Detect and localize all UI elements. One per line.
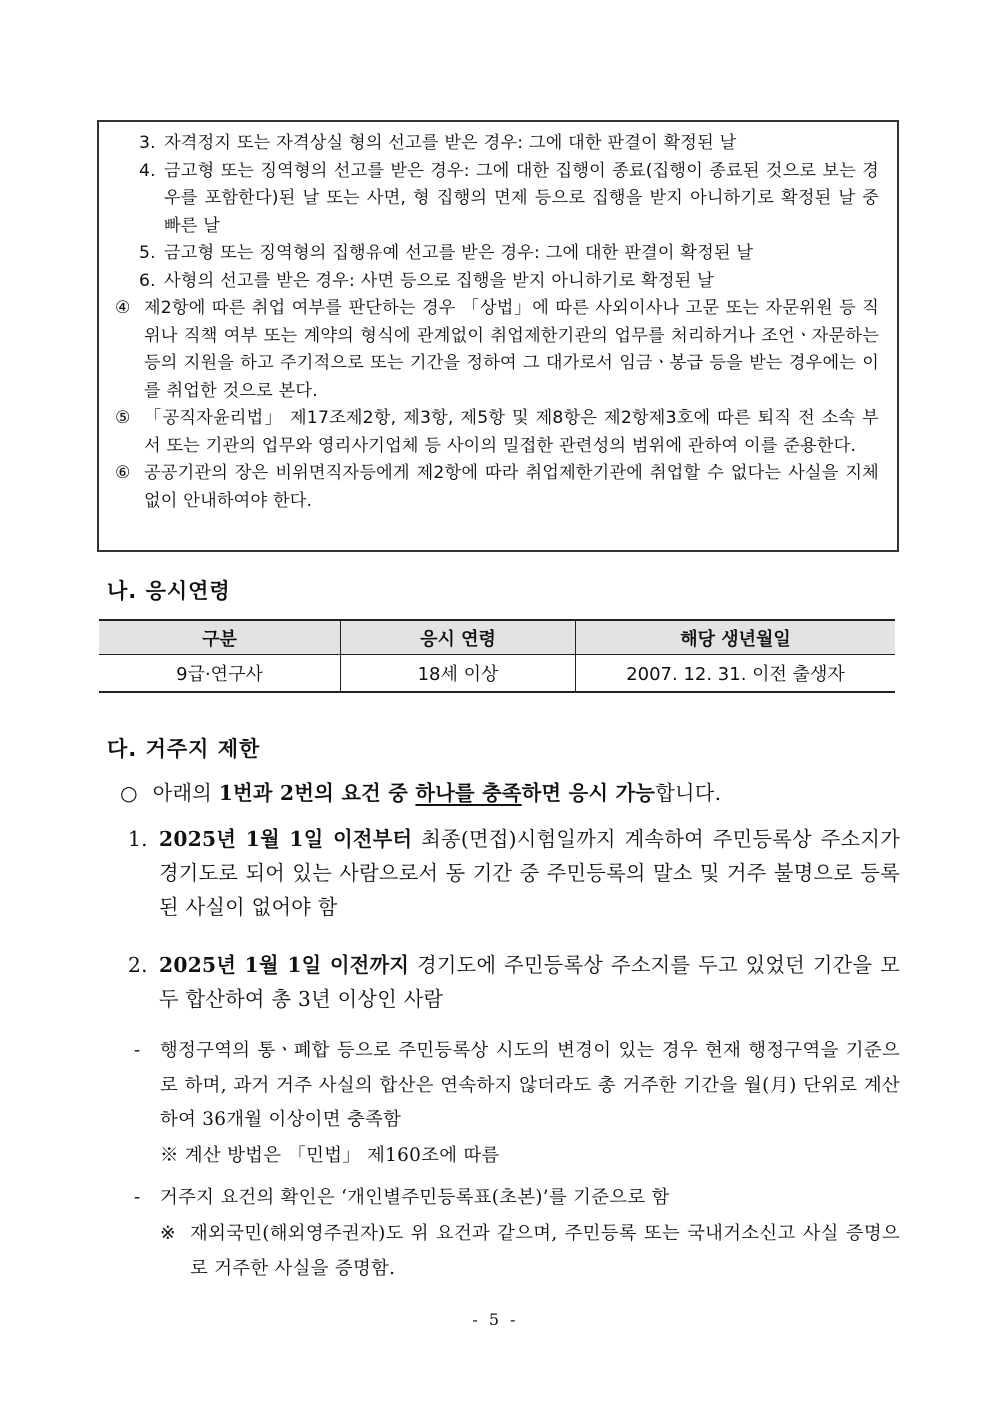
table-cell: 18세 이상 [341, 655, 576, 693]
circle-bullet-icon: ○ [120, 781, 138, 805]
underlined-emphasis: 하나를 충족 [415, 781, 522, 805]
box-item-5: 5. 금고형 또는 징역형의 집행유예 선고를 받은 경우: 그에 대한 판결이 확정된 날 [139, 243, 754, 263]
note-verification: - 거주지 요건의 확인은 ‘개인별주민등록표(초본)’를 기준으로 함 [134, 1181, 900, 1216]
requirement-2: 2. 2025년 1월 1일 이전까지 경기도에 주민등록상 주소지를 두고 있었던 기간을 모두 합산하여 총 3년 이상인 사람 [128, 953, 901, 1011]
table-row [99, 655, 895, 693]
law-excerpt-box [97, 120, 899, 552]
requirement-1: 1. 2025년 1월 1일 이전부터 최종(면접)시험일까지 계속하여 주민등록상 주소지가 경기도로 되어 있는 사람으로서 동 기간 중 주민등록의 말소 및 거주 불명으로 등록된 사실이 없어야 함 [128, 827, 900, 919]
section-heading-age: 나. 응시연령 [107, 579, 231, 603]
box-paragraph-4: ④ 제2항에 따른 취업 여부를 판단하는 경우 「상법」에 따른 사외이사나 고문 또는 자문위원 등 직위나 직책 여부 또는 계약의 형식에 관계없이 취업제한기관의 업무를 처리하거나 조언ㆍ자문하는 등의 지원을 하고 주기적으로 또는 기간을 정하여 그 대가로서 임금ㆍ봉급 등을 받는 경우에는 이를 취업한 것으로 본다. [115, 298, 879, 401]
box-item-6: 6. 사형의 선고를 받은 경우: 사면 등으로 집행을 받지 아니하기로 확정된 날 [139, 270, 714, 291]
section-heading-residence: 다. 거주지 제한 [107, 737, 261, 761]
dash-bullet: - [134, 1187, 141, 1208]
table-header: 해당 생년월일 [576, 620, 896, 655]
note-administrative-area: - 행정구역의 통ㆍ폐합 등으로 주민등록상 시도의 변경이 있는 경우 현재 행정구역을 기준으로 하며, 과거 거주 사실의 합산은 연속하지 않더라도 총 거주한 기간을 월(月) 단위로 계산하여 36개월 이상이면 충족함 [134, 1034, 900, 1138]
table-cell: 9급·연구사 [99, 655, 341, 693]
box-item-3: 3. 자격정지 또는 자격상실 형의 선고를 받은 경우: 그에 대한 판결이 확정된 날 [139, 133, 737, 153]
table-cell: 2007. 12. 31. 이전 출생자 [576, 655, 896, 693]
age-table [99, 619, 895, 693]
table-header: 구분 [99, 620, 341, 655]
table-header-row [99, 620, 895, 655]
table-header: 응시 연령 [341, 620, 576, 655]
box-item-4: 4. 금고형 또는 징역형의 선고를 받은 경우: 그에 대한 집행이 종료(집행이 종료된 것으로 보는 경우를 포함한다)된 날 또는 사면, 형 집행의 면제 등으로 집행을 받지 아니하기로 확정된 날 중 빠른 날 [139, 160, 879, 236]
page-number: - 5 - [472, 1310, 519, 1329]
dash-bullet: - [134, 1040, 141, 1061]
reference-mark: ※ [160, 1223, 176, 1244]
note-overseas-nationals: ※ 재외국민(해외영주권자)도 위 요건과 같으며, 주민등록 또는 국내거소신고 사실 증명으로 거주한 사실을 증명함. [160, 1217, 900, 1286]
box-paragraph-6: ⑥ 공공기관의 장은 비위면직자등에게 제2항에 따라 취업제한기관에 취업할 수 없다는 사실을 지체 없이 안내하여야 한다. [115, 463, 879, 511]
residence-intro: ○ 아래의 1번과 2번의 요건 중 하나를 충족하면 응시 가능합니다. [120, 781, 722, 805]
note-calculation-reference: ※ 계산 방법은 「민법」 제160조에 따름 [160, 1145, 500, 1166]
box-paragraph-5: ⑤ 「공직자윤리법」 제17조제2항, 제3항, 제5항 및 제8항은 제2항제3호에 따른 퇴직 전 소속 부서 또는 기관의 업무와 영리사기업체 등 사이의 밀접한 관련성의 범위에 관하여 이를 준용한다. [115, 408, 879, 456]
